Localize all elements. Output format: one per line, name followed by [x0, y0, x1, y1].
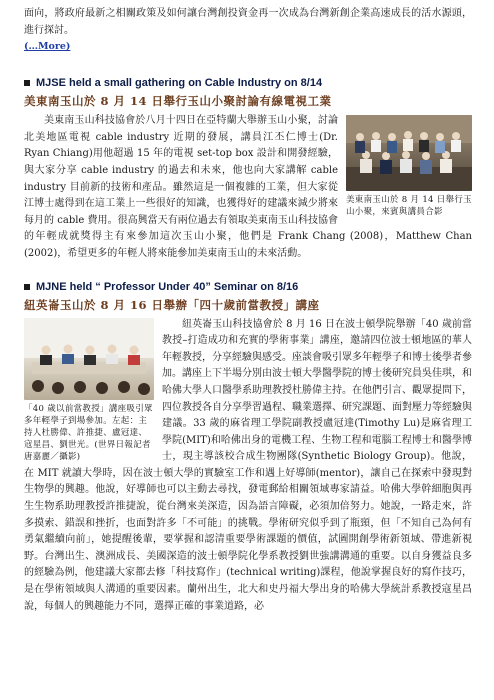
section2-body: 紐英崙玉山科技協會於 8 月 16 日在波士頓學院舉辦「40 歲前當教授–打造成功和充實的學術事業」講座，邀請四位波士頓地區的華人年輕教授，分享經驗與感受。座談會吸引眾多年輕學子和博士後學者參加。講座上下半場分別由波士頓大學醫學院的博士後研究員吳佳琪，和哈佛大學人口醫學系助理教授杜勝偉主持。在他們引言、觀眾提問下，四位教授各自分享學習過程、職業選擇、研究課題、面對壓力等經驗與建議。33 歲的麻省理工學院副教授盧冠達(Timothy Lu)是麻省理工學院(MIT)和哈佛出身的電機工程、生物工程和電腦工程博士和醫學博士，現主導該校合成生物團隊(Synthetic Biology Group)。他說，在 MIT 就讀大學時，因在波士頓大學的實驗室工作和遇上好導師(mentor)，讓自己在探索中發現對生物學的興趣。他說，好導師也可以主動去尋找，發電郵給相關領域專家請益。哈佛大學幹細胞與再生生物系助理教授許推捷說，從台灣來美深造，因為語言障礙，必須加倍努力。她說，一路走來，許多摸索、錯誤和挫折，也面對許多「不可能」的挑戰。學術研究似乎到了瓶頸，但「不知自己為何有勇氣繼續向前」，她提醒後輩，要掌握和認清重要學術課題的價值，試圖開創學術新領域、帶進新視野。台灣出生、澳洲成長、美國深造的波士頓學院化學系教授劉世強講溝通的重要。以自身獲益良多的經驗為例，他建議大家都去修「科技寫作」(technical writing)課程，他說掌握良好的寫作技巧，是在學術領域與人溝通的重要因素。蘭州出生，北大和史丹福大學出身的哈佛大學統計系教授寇星昌說，每個人的興趣能力不同，選擇正確的事業道路，必 — [24, 318, 472, 612]
section-cable-gathering — [24, 77, 472, 262]
section1-body: 美東南玉山科技協會於八月十四日在亞特蘭大舉辦玉山小聚，討論北美地區電視 cable industry 近期的發展，講員江丕仁博士(Dr. Ryan Chiang)用他超過 15 年的電視 set-top box 設計和開發經驗，與大家分享 cable industry 的過去和未來，他也向大家講解 cable industry 目前新的技術和產品。雖然這是一個複雜的工業，但大家從江博士處得到在這工業上一些很好的知識，也獲得好的建議來減少將來每月的 cable 費用。很高興當天有兩位過去有領取美東南玉山科技協會的年輕成就獎得主有來參加這次玉山小聚，他們是 Frank Chang (2008)，Matthew Chan (2002)，希望更多的年輕人將來能參加美東南玉山的未來活動。 — [24, 115, 472, 259]
newsletter-page — [24, 6, 472, 615]
more-link[interactable]: (…More) — [24, 41, 71, 53]
square-bullet-icon — [24, 80, 30, 86]
section-professor-seminar — [24, 281, 472, 616]
section2-title-en-text: MJNE held “ Professor Under 40” Seminar on 8/16 — [36, 280, 299, 293]
section1-title-en — [24, 77, 472, 89]
section1-caption: 美東南玉山於 8 月 14 日舉行玉山小聚，來賓與講員合影 — [346, 195, 472, 218]
section1-figure — [346, 115, 472, 218]
section2-figure — [24, 318, 154, 463]
section1-title-en-text: MJSE held a small gathering on Cable Industry on 8/14 — [36, 77, 323, 90]
intro-paragraph: 面向，將政府最新之相關政策及如何讓台灣創投資金再一次成為台灣新創企業高速成長的活水源頭，進行探討。 — [24, 8, 472, 36]
square-bullet-icon — [24, 284, 30, 290]
group-photo-image — [346, 115, 472, 191]
section1-title-zh: 美東南玉山於 8 月 14 日舉行玉山小聚討論有線電視工業 — [24, 94, 332, 109]
section2-title-en — [24, 281, 472, 293]
seminar-photo-image — [24, 318, 154, 400]
section2-title-zh: 紐英崙玉山於 8 月 16 日舉辦「四十歲前當教授」講座 — [24, 297, 320, 312]
section2-caption: 「40 歲以前當教授」講座吸引眾多年輕學子到場參加。左起：主持人杜勝偉、許推捷、盧冠達、寇星昌、劉世光。(世界日報記者唐嘉麗／攝影) — [24, 403, 153, 462]
